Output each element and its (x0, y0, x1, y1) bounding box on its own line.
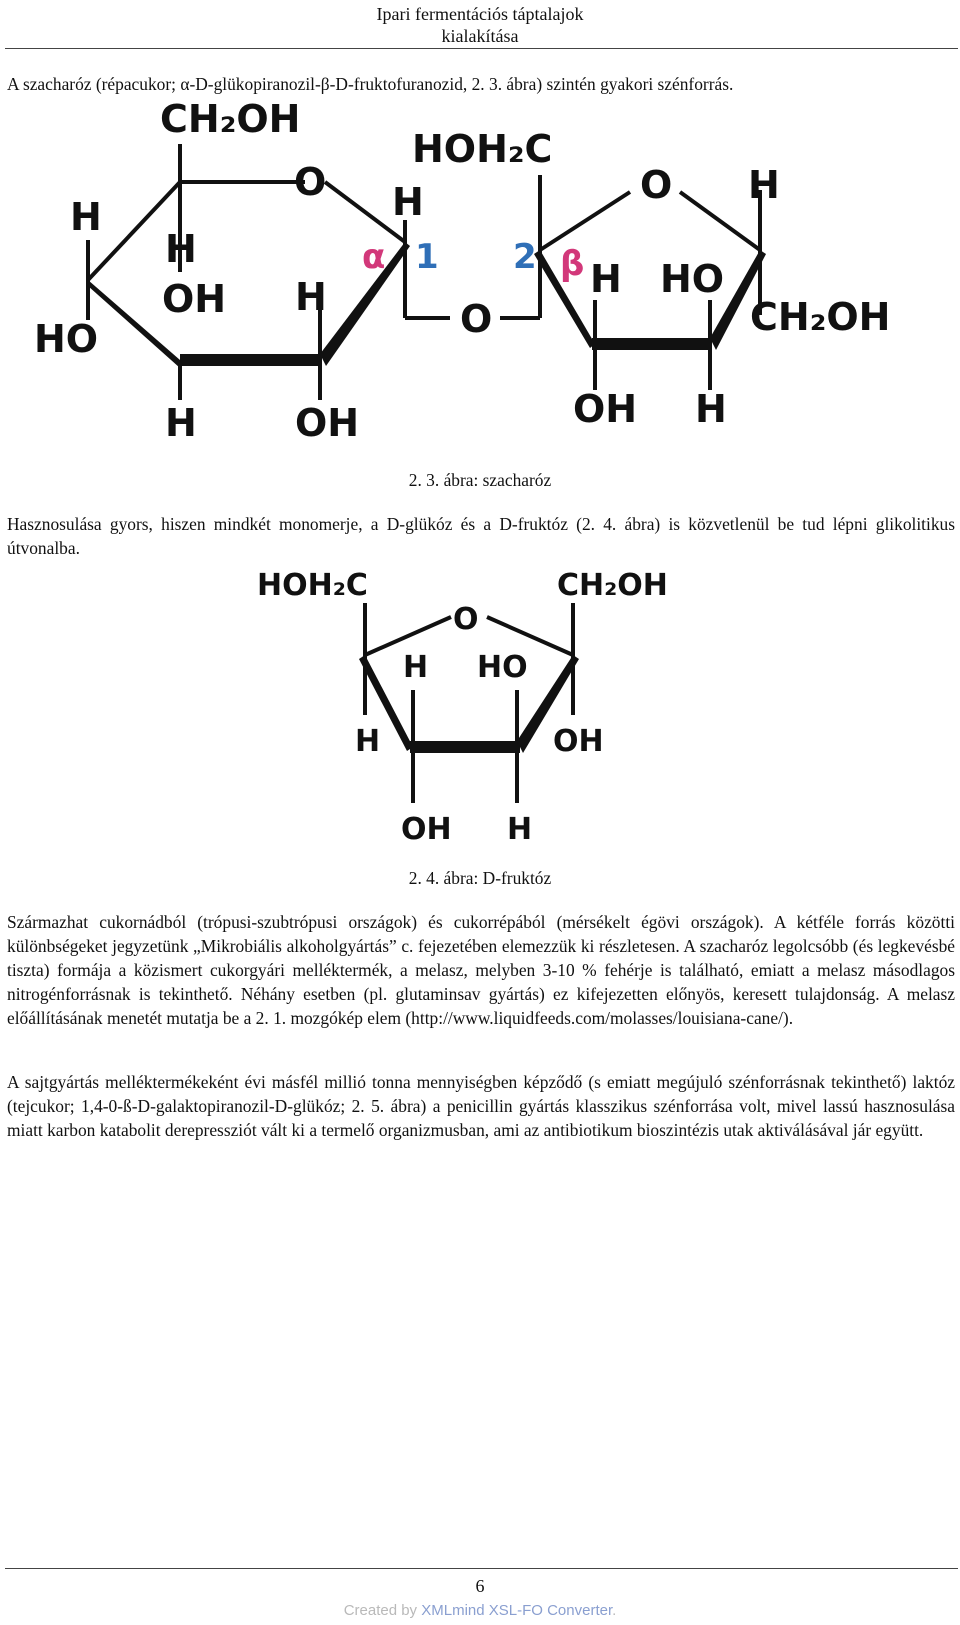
label-num2: 2 (513, 237, 537, 277)
label-h-c4: H (165, 227, 197, 271)
page-number: 6 (475, 1576, 485, 1596)
figure-caption-fructose: 2. 4. ábra: D-fruktóz (408, 868, 552, 888)
label-ch2oh-top: CH₂OH (160, 100, 301, 141)
label-beta: β (560, 244, 585, 284)
paragraph-sucrose-intro: A szacharóz (répacukor; α-D-glükopiranozil-β-D-fruktofuranozid, 2. 3. ábra) szintén gyakori szénforrás. (7, 74, 734, 94)
paragraph-lactose: A sajtgyártás melléktermékeként évi másfél millió tonna mennyiségben képződő (s emiatt megújuló szénforrásnak tekinthető) laktóz (tejcukor; 1,4-0-ß-D-galaktopiranozil-D-glükóz; 2. 5. ábra) a penicillin gyártás klasszikus szénforrása volt, mivel lassú hasznosulása miatt karbon katabolit derepressziót vált ki a termelő organizmusban, ami az antibiotikum bioszintézis utak aktiválásával jár együtt. (7, 1072, 955, 1140)
label-ho-c3: HO (660, 257, 725, 301)
label-ho-upper: HO (477, 650, 528, 685)
label-o-ring-fructose: O (453, 602, 479, 637)
paragraph-sources-molasses: Származhat cukornádból (trópusi-szubtrópusi országok) és cukorrépából (mérsékelt égövi országok). A kétféle forrás közötti különbségeket jegyzetünk „Mikrobiális alkoholgyártás” c. fejezetében elemezzük ki részletesen. A szacharóz legolcsóbb (és legkevésbé tiszta) formája a közismert cukorgyári melléktermék, a melasz, melyben 3-10 % fehérje is található, emiatt a melasz másodlagos nitrogénforrásnak is tekinthető. Néhány esetben (pl. glutaminsav gyártás) ez kifejezetten előnyös, keresett tulajdonság. A melasz előállításának menetét mutatja be a 2. 1. mozgókép elem (http://www.liquidfeeds.com/molasses/louisiana-cane/). (7, 912, 955, 1028)
fructose-structure-figure (255, 565, 685, 855)
header-title-line2: kialakítása (441, 26, 519, 46)
label-hoh2c-fructose: HOH₂C (257, 568, 368, 603)
label-ho-c4: HO (34, 317, 99, 361)
label-h-right-top: H (748, 163, 780, 207)
credit-prefix: Created by (343, 1602, 422, 1619)
label-o-ring-left: O (294, 160, 327, 204)
paragraph-utilization: Hasznosulása gyors, hiszen mindkét monomerje, a D-glükóz és a D-fruktóz (2. 4. ábra) is közvetlenül be tud lépni glikolitikus útvonalba. (7, 514, 955, 558)
label-h-c2: H (295, 275, 327, 319)
label-oh-right: OH (553, 724, 604, 759)
label-h-left-fructose: H (355, 724, 381, 759)
sucrose-structure-figure (20, 100, 920, 460)
label-h-anomeric: H (392, 180, 424, 224)
credit-brand-link[interactable]: XMLmind XSL-FO Converter (421, 1602, 613, 1619)
label-h-bottom-left: H (165, 401, 197, 445)
label-bridge-o: O (460, 297, 493, 341)
label-num1: 1 (415, 237, 439, 277)
figure-caption-sucrose: 2. 3. ábra: szacharóz (408, 470, 552, 490)
label-alpha: α (362, 237, 386, 277)
footer-divider (5, 1568, 958, 1569)
label-hoh2c: HOH₂C (412, 127, 553, 171)
label-h-bottom-fructose: H (507, 812, 533, 847)
label-h-bottom-right: H (695, 387, 727, 431)
label-oh-bottom: OH (295, 401, 360, 445)
label-oh-bottom-right: OH (573, 387, 638, 431)
label-oh-c4: OH (162, 277, 227, 321)
header-divider (5, 48, 958, 49)
label-o-ring-right: O (640, 163, 673, 207)
label-ch2oh-right: CH₂OH (750, 295, 891, 339)
header-title-line1: Ipari fermentációs táptalajok (376, 4, 584, 24)
label-h-upper: H (403, 650, 429, 685)
label-ch2oh-fructose: CH₂OH (557, 568, 668, 603)
label-oh-bottom-fructose: OH (401, 812, 452, 847)
generator-credit (0, 1602, 960, 1619)
credit-suffix: . (612, 1602, 617, 1619)
label-h-c3: H (590, 257, 622, 301)
label-h-left: H (70, 195, 102, 239)
